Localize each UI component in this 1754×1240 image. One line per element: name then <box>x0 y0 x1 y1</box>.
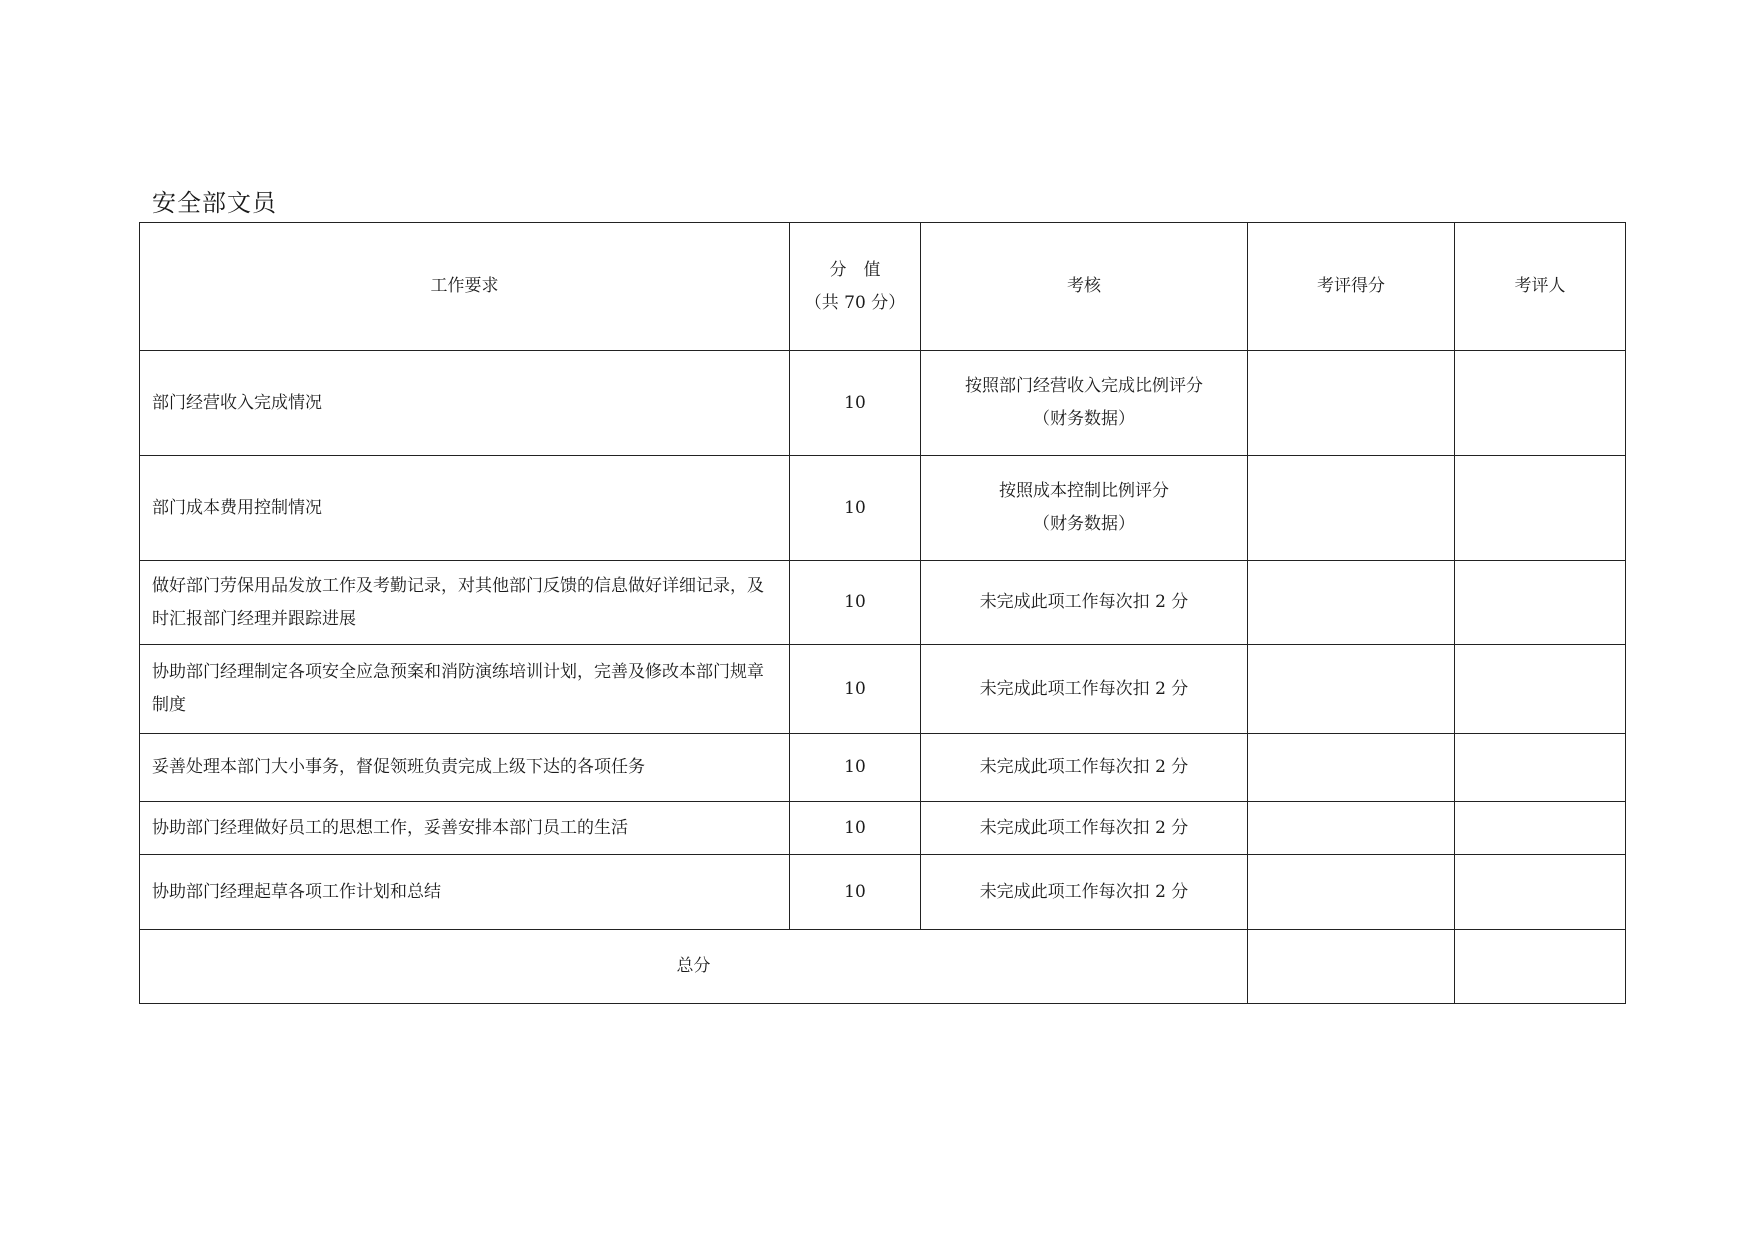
got-score-input-cell[interactable] <box>1248 645 1455 734</box>
score-cell: 10 <box>790 645 921 734</box>
total-label: 总分 <box>140 930 1248 1004</box>
requirement-cell: 做好部门劳保用品发放工作及考勤记录，对其他部门反馈的信息做好详细记录，及时汇报部门经理并跟踪进展 <box>140 561 790 645</box>
document-title: 安全部文员 <box>152 189 277 217</box>
evaluator-input-cell[interactable] <box>1455 734 1626 802</box>
total-score-input-cell[interactable] <box>1248 930 1455 1004</box>
table-row <box>140 802 1626 855</box>
evaluator-input-cell[interactable] <box>1455 456 1626 561</box>
check-cell: 未完成此项工作每次扣 2 分 <box>921 561 1248 645</box>
header-check: 考核 <box>921 223 1248 351</box>
table-row <box>140 351 1626 456</box>
check-cell: 未完成此项工作每次扣 2 分 <box>921 855 1248 930</box>
table-row <box>140 734 1626 802</box>
score-cell: 10 <box>790 802 921 855</box>
evaluator-input-cell[interactable] <box>1455 351 1626 456</box>
total-row <box>140 930 1626 1004</box>
requirement-cell: 部门成本费用控制情况 <box>140 456 790 561</box>
requirement-cell: 协助部门经理制定各项安全应急预案和消防演练培训计划，完善及修改本部门规章制度 <box>140 645 790 734</box>
check-cell <box>921 351 1248 456</box>
evaluator-input-cell[interactable] <box>1455 561 1626 645</box>
header-got-score: 考评得分 <box>1248 223 1455 351</box>
check-cell: 未完成此项工作每次扣 2 分 <box>921 645 1248 734</box>
table-row <box>140 645 1626 734</box>
evaluator-input-cell[interactable] <box>1455 645 1626 734</box>
evaluator-input-cell[interactable] <box>1455 855 1626 930</box>
score-cell: 10 <box>790 456 921 561</box>
table-header-row <box>140 223 1626 351</box>
table-row <box>140 561 1626 645</box>
header-requirement: 工作要求 <box>140 223 790 351</box>
check-rule: 按照部门经营收入完成比例评分 <box>965 376 1203 396</box>
requirement-cell: 协助部门经理起草各项工作计划和总结 <box>140 855 790 930</box>
score-cell: 10 <box>790 561 921 645</box>
table-row <box>140 855 1626 930</box>
requirement-cell: 部门经营收入完成情况 <box>140 351 790 456</box>
evaluator-input-cell[interactable] <box>1455 802 1626 855</box>
check-cell: 未完成此项工作每次扣 2 分 <box>921 734 1248 802</box>
evaluation-table <box>139 222 1626 1004</box>
got-score-input-cell[interactable] <box>1248 855 1455 930</box>
header-score-total: （共 70 分） <box>804 292 906 313</box>
got-score-input-cell[interactable] <box>1248 456 1455 561</box>
total-evaluator-input-cell[interactable] <box>1455 930 1626 1004</box>
check-source: （财务数据） <box>1033 409 1135 429</box>
check-rule: 按照成本控制比例评分 <box>999 481 1169 501</box>
header-score-label: 分 值 <box>829 259 881 280</box>
score-cell: 10 <box>790 351 921 456</box>
header-evaluator: 考评人 <box>1455 223 1626 351</box>
table-row <box>140 456 1626 561</box>
header-score <box>790 223 921 351</box>
requirement-cell: 妥善处理本部门大小事务，督促领班负责完成上级下达的各项任务 <box>140 734 790 802</box>
got-score-input-cell[interactable] <box>1248 734 1455 802</box>
check-cell: 未完成此项工作每次扣 2 分 <box>921 802 1248 855</box>
check-source: （财务数据） <box>1033 514 1135 534</box>
got-score-input-cell[interactable] <box>1248 351 1455 456</box>
got-score-input-cell[interactable] <box>1248 561 1455 645</box>
score-cell: 10 <box>790 734 921 802</box>
got-score-input-cell[interactable] <box>1248 802 1455 855</box>
check-cell <box>921 456 1248 561</box>
score-cell: 10 <box>790 855 921 930</box>
requirement-cell: 协助部门经理做好员工的思想工作，妥善安排本部门员工的生活 <box>140 802 790 855</box>
